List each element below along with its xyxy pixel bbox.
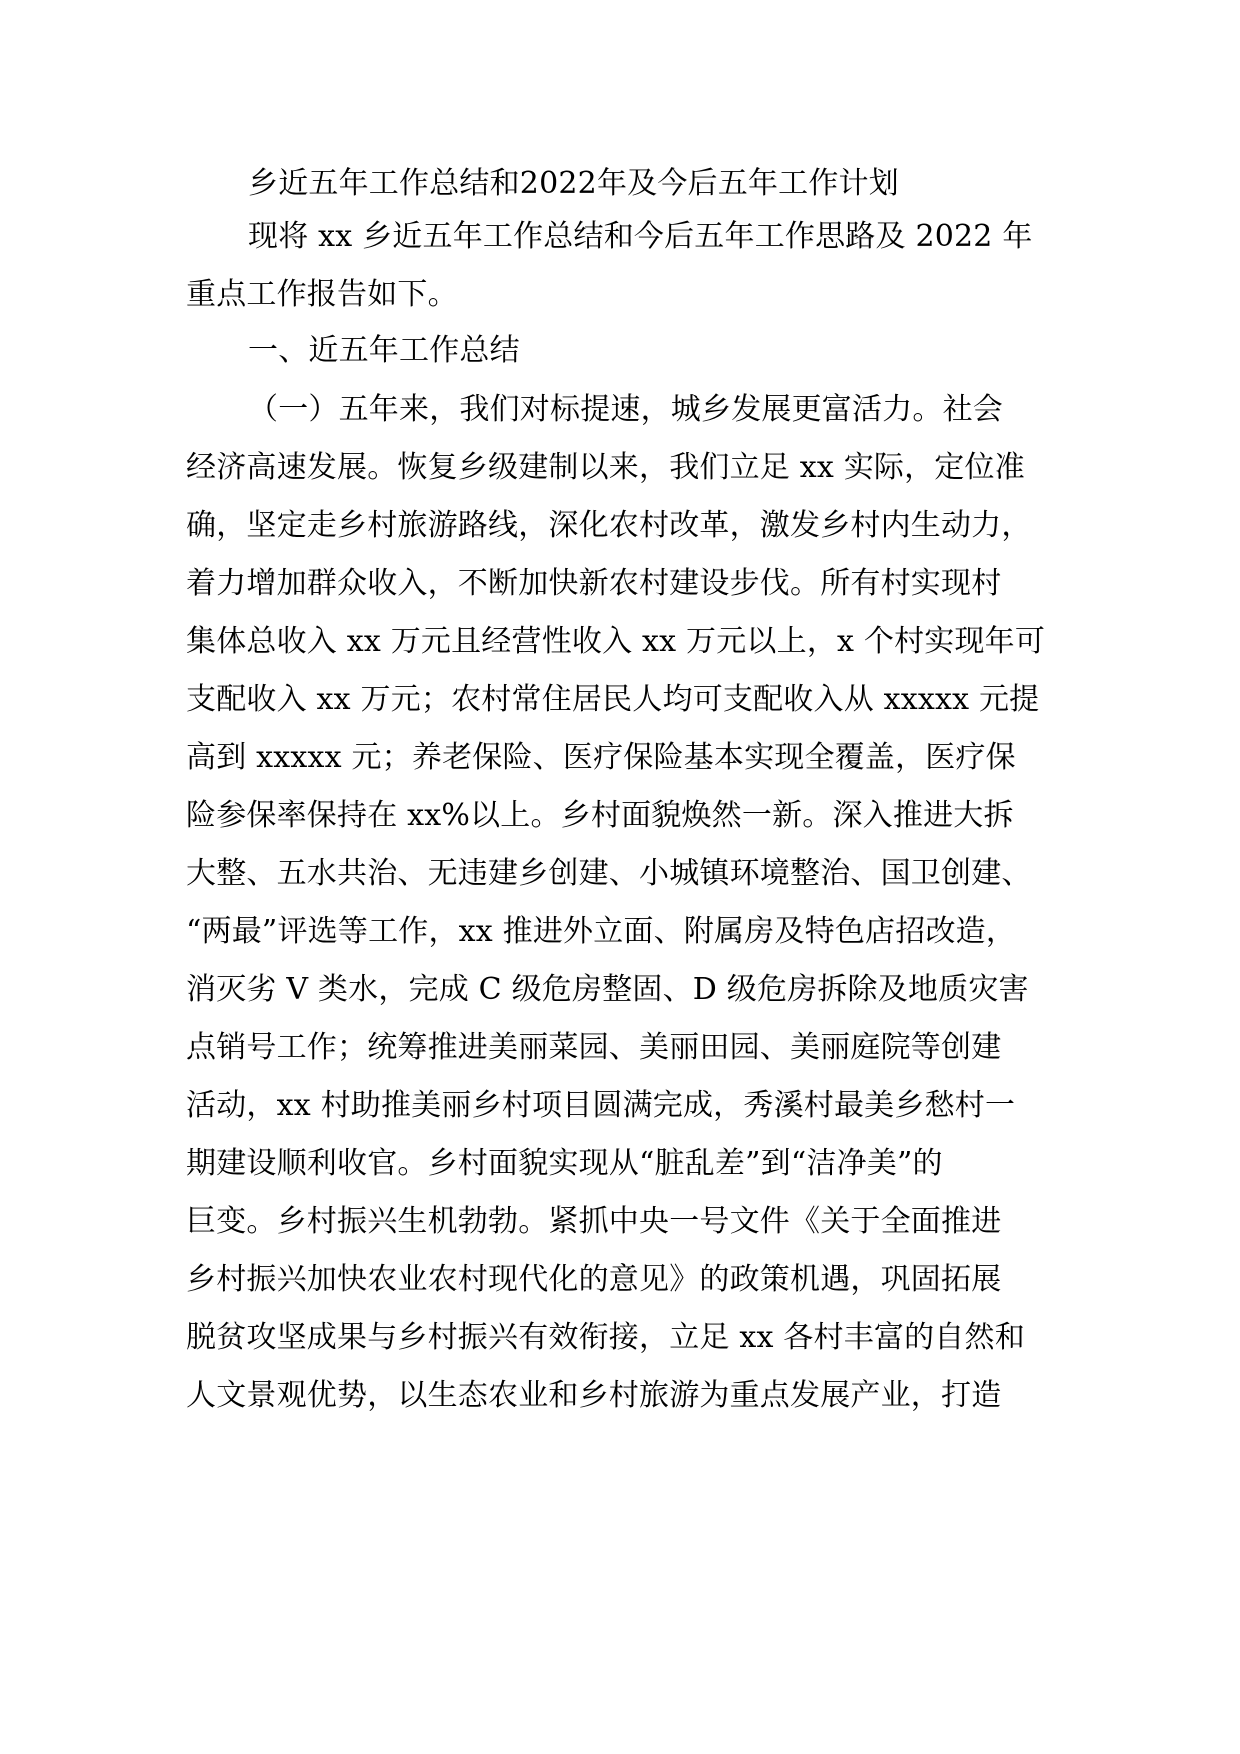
paragraph-line: 消灭劣 V 类水，完成 C 级危房整固、D 级危房拆除及地质灾害 bbox=[186, 972, 1029, 1007]
paragraph-line: 着力增加群众收入，不断加快新农村建设步伐。所有村实现村 bbox=[186, 566, 1002, 601]
paragraph-line: 经济高速发展。恢复乡级建制以来，我们立足 xx 实际，定位准 bbox=[186, 450, 1025, 485]
paragraph-line: 集体总收入 xx 万元且经营性收入 xx 万元以上，x 个村实现年可 bbox=[186, 624, 1046, 659]
paragraph-line: 支配收入 xx 万元；农村常住居民人均可支配收入从 xxxxx 元提 bbox=[186, 682, 1040, 717]
paragraph-line: 期建设顺利收官。乡村面貌实现从“脏乱差”到“洁净美”的 bbox=[186, 1146, 943, 1181]
paragraph-line: （一）五年来，我们对标提速，城乡发展更富活力。社会 bbox=[248, 392, 1003, 427]
paragraph-line: 现将 xx 乡近五年工作总结和今后五年工作思路及 2022 年 bbox=[248, 219, 1033, 254]
paragraph-line: 确，坚定走乡村旅游路线，深化农村改革，激发乡村内生动力， bbox=[186, 508, 1032, 543]
paragraph-line: 高到 xxxxx 元；养老保险、医疗保险基本实现全覆盖，医疗保 bbox=[186, 740, 1016, 775]
paragraph-line: 人文景观优势，以生态农业和乡村旅游为重点发展产业，打造 bbox=[186, 1378, 1002, 1413]
paragraph-line: 点销号工作；统筹推进美丽菜园、美丽田园、美丽庭院等创建 bbox=[186, 1030, 1002, 1065]
section-heading: 一、近五年工作总结 bbox=[248, 333, 520, 368]
paragraph-line: 活动，xx 村助推美丽乡村项目圆满完成，秀溪村最美乡愁村一 bbox=[186, 1088, 1016, 1123]
paragraph-line: 险参保率保持在 xx%以上。乡村面貌焕然一新。深入推进大拆 bbox=[186, 798, 1014, 833]
document-title: 乡近五年工作总结和2022年及今后五年工作计划 bbox=[248, 166, 899, 201]
paragraph-line: “两最”评选等工作，xx 推进外立面、附属房及特色店招改造， bbox=[186, 914, 1017, 949]
paragraph-line: 巨变。乡村振兴生机勃勃。紧抓中央一号文件《关于全面推进 bbox=[186, 1204, 1002, 1239]
paragraph-line: 大整、五水共治、无违建乡创建、小城镇环境整治、国卫创建、 bbox=[186, 856, 1032, 891]
paragraph-line: 脱贫攻坚成果与乡村振兴有效衔接，立足 xx 各村丰富的自然和 bbox=[186, 1320, 1025, 1355]
paragraph-line: 重点工作报告如下。 bbox=[186, 277, 458, 312]
paragraph-line: 乡村振兴加快农业农村现代化的意见》的政策机遇，巩固拓展 bbox=[186, 1262, 1002, 1297]
